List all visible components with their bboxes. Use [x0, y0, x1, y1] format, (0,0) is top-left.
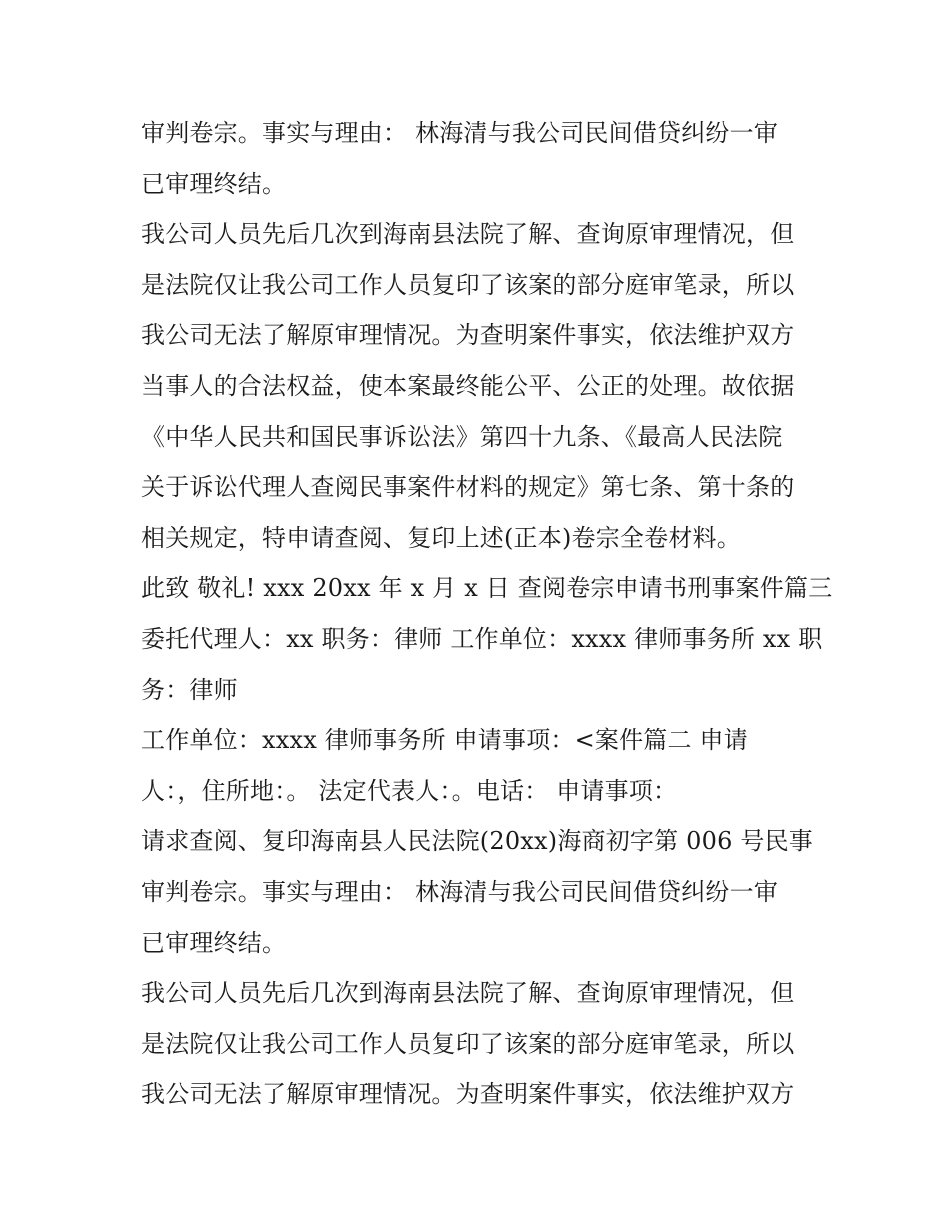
text-line: 《中华人民共和国民事诉讼法》第四十九条、《最高人民法院: [141, 422, 783, 451]
text-line: 关于诉讼代理人查阅民事案件材料的规定》第七条、第十条的: [141, 473, 795, 502]
text-line: 人：，住所地：。 法定代表人：。电话： 申请事项：: [141, 776, 678, 805]
text-line: 我公司人员先后几次到海南县法院了解、查询原审理情况，但: [141, 220, 795, 249]
text-line: 我公司人员先后几次到海南县法院了解、查询原审理情况，但: [141, 979, 795, 1008]
text-line: 已审理终结。: [141, 928, 287, 957]
document-body: [141, 108, 833, 1120]
text-line: 工作单位：xxxx 律师事务所 申请事项：<案件篇二 申请: [141, 726, 748, 755]
text-line: 审判卷宗。事实与理由： 林海清与我公司民间借贷纠纷一审: [141, 877, 779, 906]
text-line: 是法院仅让我公司工作人员复印了该案的部分庭审笔录，所以: [141, 1029, 795, 1058]
text-line: 当事人的合法权益，使本案最终能公平、公正的处理。故依据: [141, 371, 795, 400]
text-line: 此致 敬礼! xxx 20xx 年 x 月 x 日 查阅卷宗申请书刑事案件篇三: [141, 574, 833, 603]
text-line: 我公司无法了解原审理情况。为查明案件事实，依法维护双方: [141, 321, 795, 350]
text-line: 相关规定，特申请查阅、复印上述(正本)卷宗全卷材料。: [141, 523, 741, 552]
text-line: 已审理终结。: [141, 169, 287, 198]
text-line: 请求查阅、复印海南县人民法院(20xx)海商初字第 006 号民事: [141, 827, 814, 856]
text-line: 是法院仅让我公司工作人员复印了该案的部分庭审笔录，所以: [141, 270, 795, 299]
text-line: 我公司无法了解原审理情况。为查明案件事实，依法维护双方: [141, 1080, 795, 1109]
text-line: 务：律师: [141, 675, 238, 704]
text-line: 委托代理人：xx 职务：律师 工作单位：xxxx 律师事务所 xx 职: [141, 624, 823, 653]
text-line: 审判卷宗。事实与理由： 林海清与我公司民间借贷纠纷一审: [141, 119, 779, 147]
